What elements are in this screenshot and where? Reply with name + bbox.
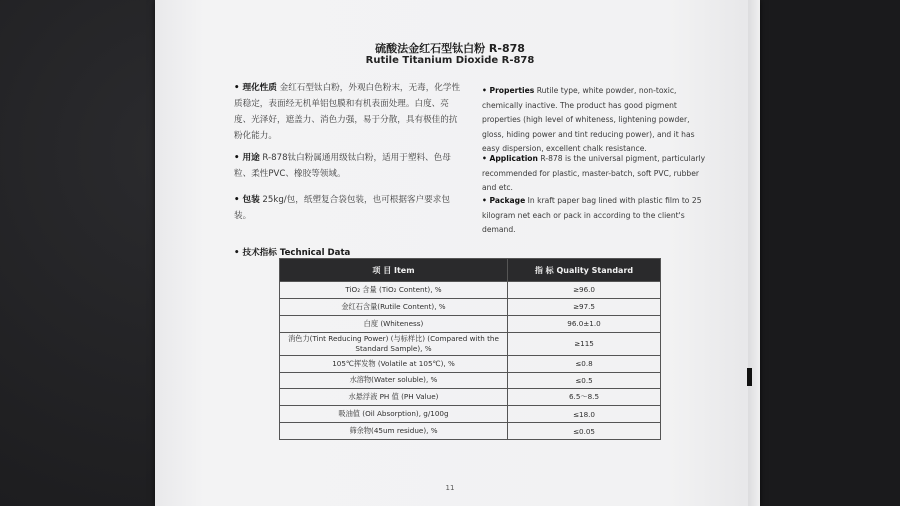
- en-application: [482, 152, 712, 196]
- row-standard: ≥96.0: [508, 282, 661, 299]
- table-row: [280, 406, 661, 423]
- row-item: 吸油值 (Oil Absorption), g/100g: [280, 406, 508, 423]
- edge-mark: [747, 368, 752, 386]
- table-row: [280, 332, 661, 355]
- table-row: [280, 298, 661, 315]
- row-item: TiO₂ 含量 (TiO₂ Content), %: [280, 282, 508, 299]
- page-number: 11: [445, 484, 455, 492]
- cn-properties: [234, 80, 466, 144]
- en-properties-text: Rutile type, white powder, non-toxic, chemically inactive. The product has good pigment properties (high level of whiteness, lightening powder, gloss, hiding power and tint reducing power), and it has easy dispersion, excellent chalk resistance.: [482, 86, 695, 154]
- en-application-heading: • Application: [482, 154, 538, 163]
- table-header-row: [280, 259, 661, 282]
- en-properties: [482, 84, 712, 157]
- row-item: 消色力(Tint Reducing Power) (与标样比) (Compared with the Standard Sample), %: [280, 332, 508, 355]
- row-standard: ≤0.8: [508, 355, 661, 372]
- table-row: [280, 282, 661, 299]
- row-item: 筛余物(45um residue), %: [280, 423, 508, 440]
- en-package-text: In kraft paper bag lined with plastic film to 25 kilogram net each or pack in according to the client's demand.: [482, 196, 702, 235]
- row-standard: ≤0.05: [508, 423, 661, 440]
- table-row: [280, 389, 661, 406]
- row-item: 金红石含量(Rutile Content), %: [280, 298, 508, 315]
- row-standard: 96.0±1.0: [508, 315, 661, 332]
- row-item: 105℃挥发物 (Volatile at 105℃), %: [280, 355, 508, 372]
- row-standard: ≤0.5: [508, 372, 661, 389]
- table-row: [280, 372, 661, 389]
- cn-usage-text: R-878钛白粉属通用级钛白粉，适用于塑料、色母粒、柔性PVC、橡胶等领域。: [234, 153, 451, 179]
- cn-usage-heading: • 用途: [234, 153, 260, 163]
- cn-properties-heading: • 理化性质: [234, 83, 277, 93]
- en-application-text: R-878 is the universal pigment, particularly recommended for plastic, master-batch, soft PVC, rubber and etc.: [482, 154, 706, 193]
- row-item: 水溶物(Water soluble), %: [280, 372, 508, 389]
- title-english: Rutile Titanium Dioxide R-878: [365, 55, 535, 66]
- title-chinese: 硫酸法金红石型钛白粉 R-878: [375, 42, 525, 55]
- row-standard: ≥115: [508, 332, 661, 355]
- row-item: 水悬浮液 PH 值 (PH Value): [280, 389, 508, 406]
- cn-package-heading: • 包装: [234, 195, 260, 205]
- cn-properties-text: 金红石型钛白粉，外观白色粉末，无毒，化学性质稳定，表面经无机单铝包膜和有机表面处理。白度、亮度、光泽好，遮盖力、消色力强，易于分散，具有极佳的抗粉化能力。: [234, 83, 461, 141]
- cn-package: [234, 192, 466, 224]
- technical-data-heading: • 技术指标 Technical Data: [234, 248, 351, 258]
- row-standard: 6.5～8.5: [508, 389, 661, 406]
- row-standard: ≥97.5: [508, 298, 661, 315]
- en-package-heading: • Package: [482, 196, 526, 205]
- technical-data-table: [279, 258, 661, 440]
- en-properties-heading: • Properties: [482, 86, 535, 95]
- cn-usage: [234, 150, 466, 182]
- cn-package-text: 25kg/包，纸塑复合袋包装，也可根据客户要求包装。: [234, 195, 450, 221]
- table-row: [280, 355, 661, 372]
- paper-edge: [748, 0, 760, 506]
- header-item: 项 目 Item: [280, 259, 508, 282]
- row-item: 白度 (Whiteness): [280, 315, 508, 332]
- row-standard: ≤18.0: [508, 406, 661, 423]
- table-row: [280, 315, 661, 332]
- en-package: [482, 194, 712, 238]
- table-row: [280, 423, 661, 440]
- header-quality-standard: 指 标 Quality Standard: [508, 259, 661, 282]
